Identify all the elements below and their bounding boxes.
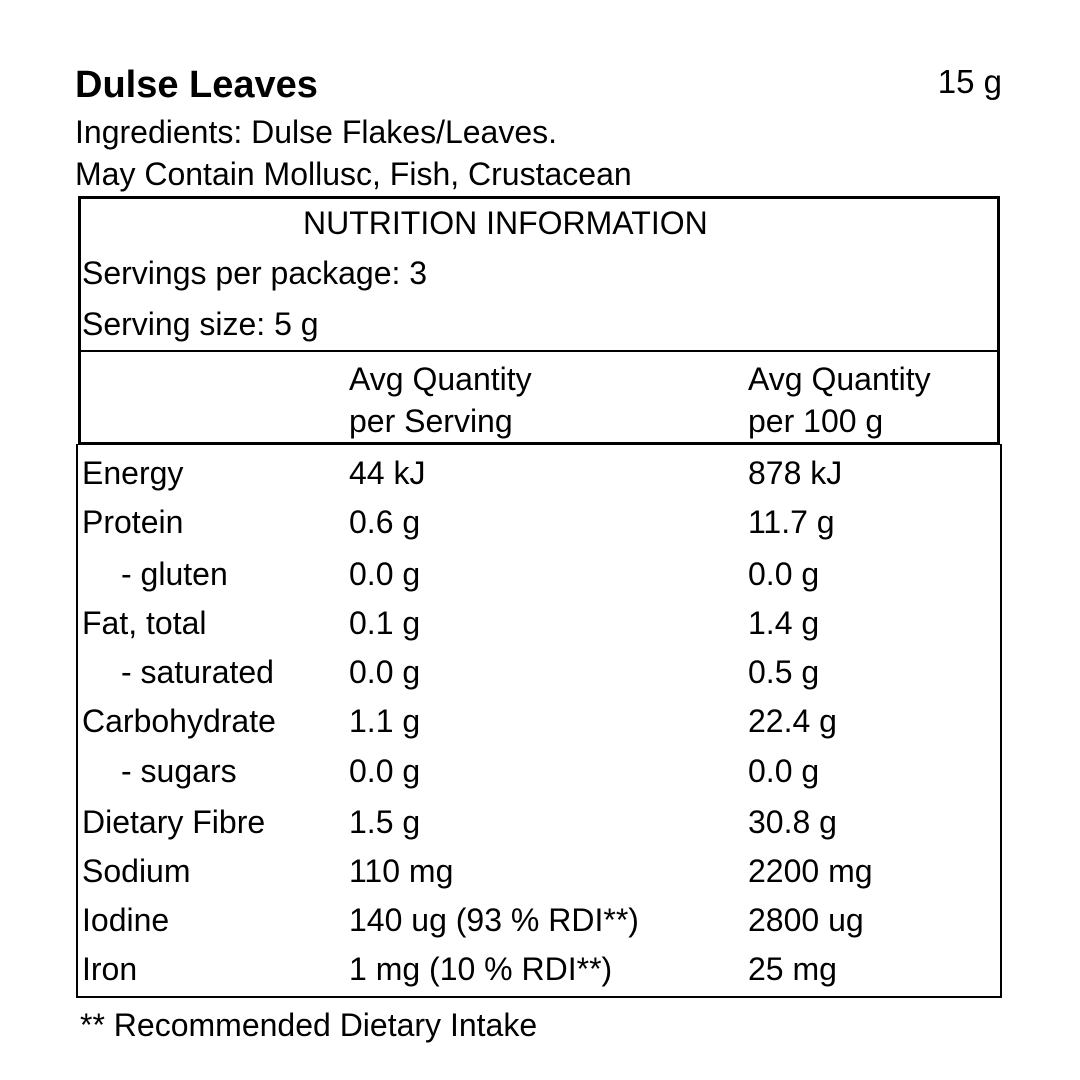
nutrient-per-serving: 0.0 g xyxy=(349,556,421,592)
nutrition-heading: NUTRITION INFORMATION xyxy=(303,205,708,241)
allergen-statement: May Contain Mollusc, Fish, Crustacean xyxy=(75,156,632,192)
serving-size: Serving size: 5 g xyxy=(82,306,319,342)
nutrient-name: Iodine xyxy=(82,902,170,938)
nutrient-per-serving: 110 mg xyxy=(349,853,454,889)
nutrient-per-serving: 0.6 g xyxy=(349,504,421,540)
header-divider xyxy=(78,350,1000,352)
column-header-per-100g-line2: per 100 g xyxy=(748,403,884,439)
nutrient-name: Energy xyxy=(82,455,184,491)
nutrient-per-serving: 0.0 g xyxy=(349,753,421,789)
nutrient-row-carbohydrate xyxy=(0,696,1080,746)
net-weight: 15 g xyxy=(937,63,1002,100)
nutrient-per-100g: 878 kJ xyxy=(748,455,843,491)
nutrient-name: Fat, total xyxy=(82,605,207,641)
ingredients-text: Ingredients: Dulse Flakes/Leaves. xyxy=(75,114,558,150)
nutrient-per-serving: 1.5 g xyxy=(349,804,421,840)
nutrient-row-saturated xyxy=(0,647,1080,697)
nutrient-per-100g: 1.4 g xyxy=(748,605,820,641)
nutrient-per-100g: 0.5 g xyxy=(748,654,820,690)
column-header-per-serving-line1: Avg Quantity xyxy=(349,361,532,397)
nutrient-name: Protein xyxy=(82,504,184,540)
nutrient-row-gluten xyxy=(0,549,1080,599)
nutrient-name: Iron xyxy=(82,951,138,987)
nutrient-per-100g: 11.7 g xyxy=(748,504,835,540)
nutrient-row-protein xyxy=(0,497,1080,547)
servings-per-package: Servings per package: 3 xyxy=(82,255,428,291)
nutrient-per-100g: 2200 mg xyxy=(748,853,873,889)
nutrient-row-sugars xyxy=(0,746,1080,796)
nutrient-per-100g: 22.4 g xyxy=(748,703,837,739)
nutrient-name: - gluten xyxy=(121,556,228,592)
nutrient-name: - sugars xyxy=(121,753,237,789)
nutrient-name: Sodium xyxy=(82,853,191,889)
nutrient-name: Dietary Fibre xyxy=(82,804,266,840)
nutrient-name: Carbohydrate xyxy=(82,703,276,739)
product-title: Dulse Leaves xyxy=(75,64,318,106)
column-header-per-serving-line2: per Serving xyxy=(349,403,513,439)
nutrient-per-serving: 140 ug (93 % RDI**) xyxy=(349,902,639,938)
nutrient-row-energy xyxy=(0,448,1080,498)
nutrient-per-100g: 2800 ug xyxy=(748,902,864,938)
nutrient-per-100g: 0.0 g xyxy=(748,753,820,789)
nutrient-row-iron xyxy=(0,944,1080,994)
column-header-per-100g-line1: Avg Quantity xyxy=(748,361,931,397)
nutrient-per-serving: 0.1 g xyxy=(349,605,421,641)
nutrient-per-100g: 30.8 g xyxy=(748,804,837,840)
nutrient-row-iodine xyxy=(0,895,1080,945)
nutrient-per-100g: 25 mg xyxy=(748,951,837,987)
nutrient-per-serving: 1.1 g xyxy=(349,703,421,739)
nutrient-name: - saturated xyxy=(121,654,274,690)
nutrient-row-dietary-fibre xyxy=(0,797,1080,847)
nutrient-per-serving: 1 mg (10 % RDI**) xyxy=(349,951,613,987)
nutrient-per-serving: 0.0 g xyxy=(349,654,421,690)
nutrient-row-sodium xyxy=(0,846,1080,896)
nutrient-per-100g: 0.0 g xyxy=(748,556,820,592)
rdi-footnote: ** Recommended Dietary Intake xyxy=(80,1007,538,1043)
nutrient-row-fat-total xyxy=(0,598,1080,648)
nutrient-per-serving: 44 kJ xyxy=(349,455,426,491)
